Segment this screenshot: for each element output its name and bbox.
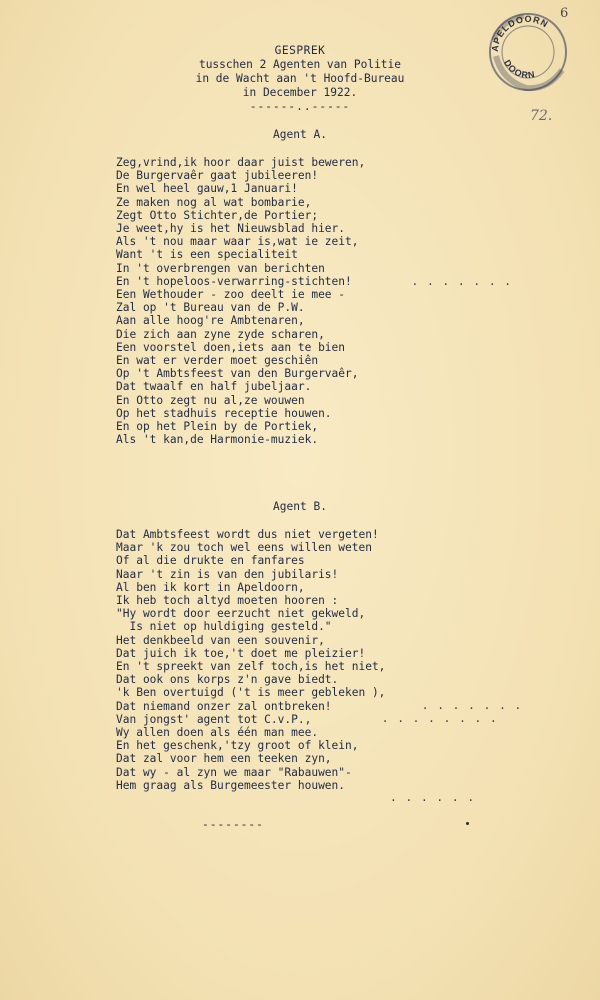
verse-line: Al ben ik kort in Apeldoorn,	[116, 580, 305, 594]
verse-line: Dat Ambtsfeest wordt dus niet vergeten!	[116, 528, 379, 541]
dot-leader: . . . . . . . .	[374, 712, 498, 725]
agent-b-verse	[116, 528, 456, 792]
verse-line: En het geschenk,'tzy groot of klein,	[116, 739, 359, 753]
verse-line: Een voorstel doen,iets aan te bien	[116, 340, 346, 354]
title-line: in de Wacht aan 't Hoofd-Bureau	[195, 72, 405, 85]
verse-line: 'k Ben overtuigd ('t is meer gebleken ),	[116, 686, 386, 700]
verse-line: En op het Plein by de Portiek,	[116, 420, 319, 434]
title-rule: ------..-----	[249, 100, 351, 113]
verse-line: En 't spreekt van zelf toch,is het niet,	[116, 660, 386, 674]
agent-b-heading: Agent B.	[273, 500, 327, 513]
verse-line: Als 't nou maar waar is,wat ie zeit,	[116, 235, 359, 249]
verse-line: Aan alle hoog're Ambtenaren,	[116, 314, 305, 328]
verse-line: "Hy wordt door eerzucht niet gekweld,	[116, 607, 366, 621]
dot-leader: . . . . . . .	[414, 699, 523, 712]
verse-line: Op 't Ambtsfeest van den Burgervaêr,	[116, 367, 359, 381]
verse-line: Of al die drukte en fanfares	[116, 554, 305, 568]
verse-line: Is niet op huldiging gesteld."	[116, 620, 332, 634]
title-line: in December 1922.	[242, 86, 358, 99]
title-heading: GESPREK	[274, 44, 326, 57]
verse-line: De Burgervaêr gaat jubileeren!	[116, 169, 319, 183]
verse-line: Een Wethouder - zoo deelt ie mee -	[116, 288, 346, 302]
verse-line: Maar 'k zou toch wel eens willen weten	[116, 541, 372, 555]
verse-line: Dat juich ik toe,'t doet me pleizier!	[116, 646, 366, 660]
agent-a-heading: Agent A.	[273, 128, 327, 141]
verse-line: Naar 't zin is van den jubilaris!	[116, 567, 339, 581]
agent-a-verse	[116, 156, 456, 446]
verse-line: Op het stadhuis receptie houwen.	[116, 406, 332, 420]
dot-leader: . . . . . . .	[396, 275, 513, 288]
end-rule: --------	[202, 818, 264, 831]
verse-line: Dat ook ons korps z'n gave biedt.	[116, 673, 339, 687]
page-mark: 6	[560, 6, 569, 21]
margin-dot	[466, 822, 469, 825]
verse-line: Van jongst' agent tot C.v.P.,	[116, 712, 312, 726]
verse-line: Hem graag als Burgemeester houwen.	[116, 778, 346, 792]
verse-line: In 't overbrengen van berichten	[116, 261, 325, 275]
verse-line: Dat zal voor hem een teeken zyn,	[116, 752, 332, 766]
title-block	[0, 44, 600, 114]
verse-line: Het denkbeeld van een souvenir,	[116, 633, 325, 647]
verse-line: En wat er verder moet geschiên	[116, 354, 319, 368]
pencil-number: 72.	[530, 108, 553, 124]
dot-leader: . . . . . .	[390, 791, 476, 804]
stamp-text-top: APELDOORN	[489, 13, 551, 53]
verse-line: Dat twaalf en half jubeljaar.	[116, 380, 312, 394]
verse-line: Zegt Otto Stichter,de Portier;	[116, 208, 319, 222]
verse-line: Zal op 't Bureau van de P.W.	[116, 301, 305, 315]
verse-line: Je weet,hy is het Nieuwsblad hier.	[116, 222, 346, 236]
verse-line: Die zich aan zyne zyde scharen,	[116, 327, 325, 341]
verse-line: Wy allen doen als één man mee.	[116, 726, 319, 740]
verse-line: En wel heel gauw,1 Januari!	[116, 182, 298, 196]
verse-line: Ze maken nog al wat bombarie,	[116, 195, 312, 209]
verse-line: Dat wy - al zyn we maar "Rabauwen"-	[116, 765, 352, 779]
verse-line: Zeg,vrind,ik hoor daar juist beweren,	[116, 156, 366, 169]
verse-line: En 't hopeloos-verwarring-stichten!	[116, 274, 352, 288]
verse-line: Als 't kan,de Harmonie-muziek.	[116, 433, 319, 447]
verse-line: En Otto zegt nu al,ze wouwen	[116, 393, 305, 407]
title-line: tusschen 2 Agenten van Politie	[198, 58, 402, 71]
verse-line: Ik heb toch altyd moeten hooren :	[116, 594, 339, 608]
verse-line: Dat niemand onzer zal ontbreken!	[116, 699, 332, 713]
verse-line: Want 't is een specialiteit	[116, 248, 298, 262]
stamp-text-bottom: DOORN	[502, 57, 537, 81]
